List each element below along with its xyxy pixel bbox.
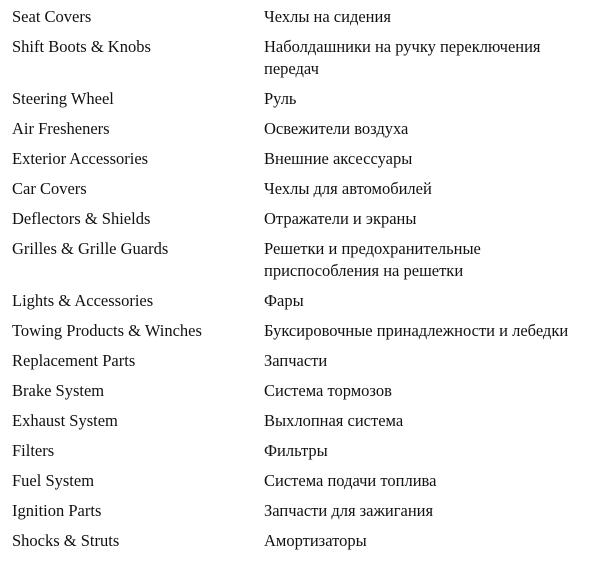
english-term: Steering Wheel — [12, 89, 114, 108]
english-term: Towing Products & Winches — [12, 321, 202, 340]
glossary-row — [12, 530, 612, 552]
glossary-row — [12, 36, 612, 80]
russian-line: Запчасти для зажигания — [264, 501, 434, 520]
glossary-row — [12, 440, 612, 462]
russian-line: Фары — [264, 291, 304, 310]
russian-line: Система тормозов — [264, 381, 392, 400]
russian-line: Фильтры — [264, 441, 328, 460]
glossary-table — [12, 6, 612, 552]
english-term: Air Fresheners — [12, 119, 110, 138]
russian-translation — [264, 208, 612, 230]
glossary-row — [12, 148, 612, 170]
russian-line: Освежители воздуха — [264, 119, 409, 138]
english-term: Deflectors & Shields — [12, 209, 151, 228]
russian-translation — [264, 118, 612, 140]
russian-translation — [264, 500, 612, 522]
glossary-row — [12, 208, 612, 230]
russian-line: Буксировочные принадлежности и лебедки — [264, 321, 569, 340]
russian-line: передач — [264, 59, 319, 78]
russian-line: Внешние аксессуары — [264, 149, 413, 168]
russian-translation — [264, 238, 612, 282]
russian-translation — [264, 148, 612, 170]
glossary-row — [12, 500, 612, 522]
russian-translation — [264, 350, 612, 372]
russian-line: Чехлы на сидения — [264, 7, 391, 26]
english-term: Brake System — [12, 381, 105, 400]
english-term: Ignition Parts — [12, 501, 102, 520]
russian-line: Чехлы для автомобилей — [264, 179, 432, 198]
russian-line: Выхлопная система — [264, 411, 404, 430]
russian-translation — [264, 440, 612, 462]
english-term: Grilles & Grille Guards — [12, 239, 169, 258]
english-term: Filters — [12, 441, 55, 460]
glossary-row — [12, 350, 612, 372]
glossary-row — [12, 88, 612, 110]
english-term: Seat Covers — [12, 7, 92, 26]
russian-line: Наболдашники на ручку переключения — [264, 37, 541, 56]
russian-line: Запчасти — [264, 351, 328, 370]
glossary-row — [12, 290, 612, 312]
glossary-row — [12, 118, 612, 140]
russian-line: Руль — [264, 89, 297, 108]
glossary-row — [12, 178, 612, 200]
russian-line: приспособления на решетки — [264, 261, 464, 280]
glossary-row — [12, 6, 612, 28]
russian-translation — [264, 320, 612, 342]
russian-translation — [264, 530, 612, 552]
english-term: Shocks & Struts — [12, 531, 120, 550]
russian-translation — [264, 178, 612, 200]
glossary-row — [12, 320, 612, 342]
glossary-row — [12, 410, 612, 432]
glossary-row — [12, 470, 612, 492]
english-term: Shift Boots & Knobs — [12, 37, 151, 56]
english-term: Exterior Accessories — [12, 149, 149, 168]
russian-translation — [264, 88, 612, 110]
russian-line: Амортизаторы — [264, 531, 367, 550]
russian-line: Решетки и предохранительные — [264, 239, 481, 258]
russian-translation — [264, 6, 612, 28]
russian-line: Отражатели и экраны — [264, 209, 417, 228]
russian-translation — [264, 410, 612, 432]
russian-translation — [264, 380, 612, 402]
glossary-row — [12, 380, 612, 402]
russian-translation — [264, 470, 612, 492]
russian-translation — [264, 290, 612, 312]
russian-translation — [264, 36, 612, 80]
russian-line: Система подачи топлива — [264, 471, 437, 490]
english-term: Car Covers — [12, 179, 87, 198]
english-term: Lights & Accessories — [12, 291, 154, 310]
glossary-row — [12, 238, 612, 282]
english-term: Exhaust System — [12, 411, 118, 430]
english-term: Fuel System — [12, 471, 95, 490]
english-term: Replacement Parts — [12, 351, 136, 370]
